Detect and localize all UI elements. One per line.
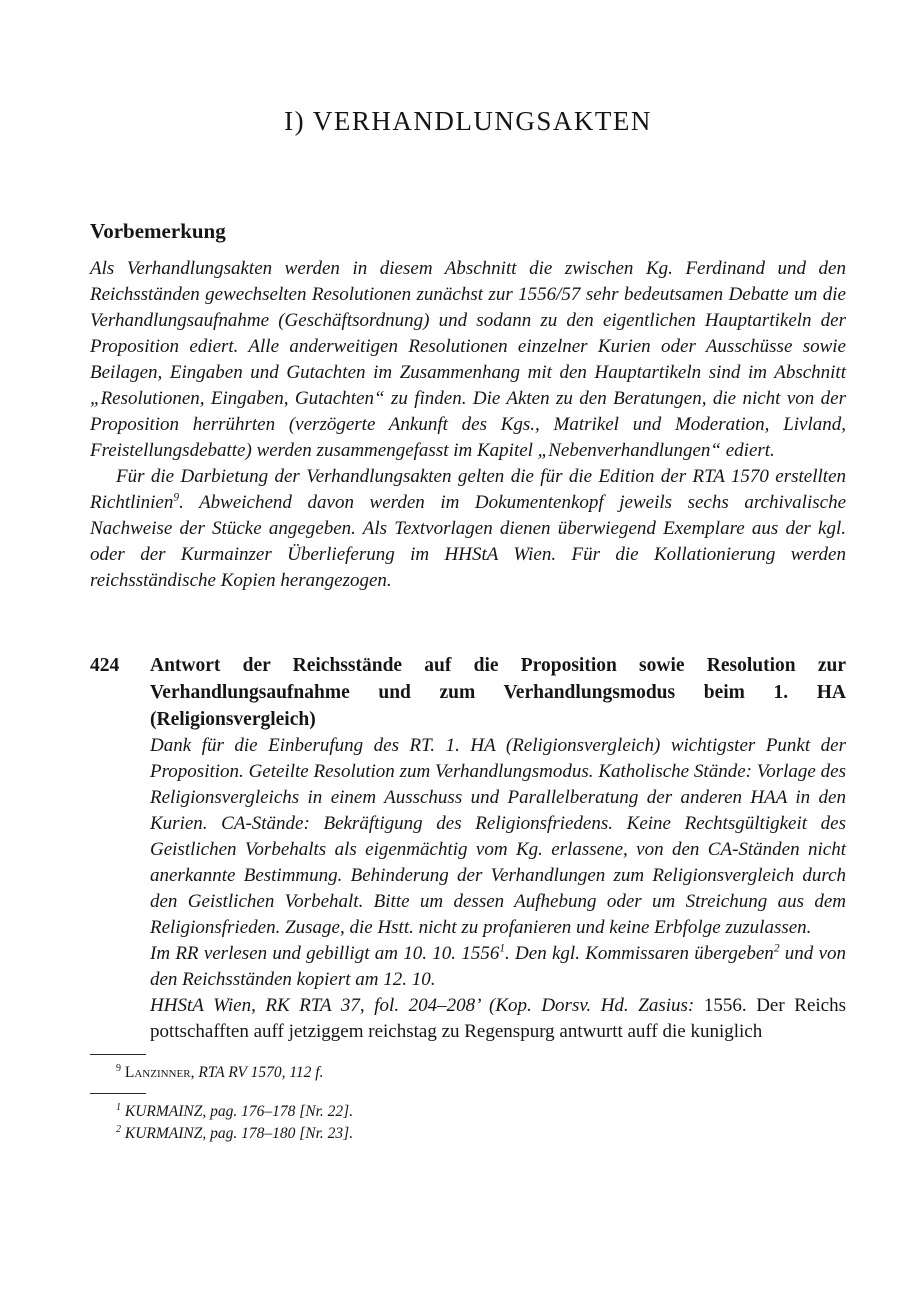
vorbemerkung-heading: Vorbemerkung [90, 219, 226, 243]
footnote-separator-rule-2 [90, 1093, 146, 1094]
footnote-2 [90, 1123, 846, 1145]
para2-text-before-footnote: Für die Darbietung der Verhandlungsakten gelten die für die Edition der RTA 1570 erstellten Richtlinien [90, 466, 846, 513]
source-archival-reference: HHStA Wien, RK RTA 37, fol. 204–208’ (Kop. Dorsv. Hd. Zasius: [150, 995, 704, 1016]
entry-source-line [150, 993, 846, 1045]
footnote-area [90, 1054, 846, 1145]
footnote-ref-9: 9 [173, 491, 180, 504]
document-entry-424 [90, 652, 846, 1045]
book-page [90, 0, 846, 1145]
entry-body [150, 733, 846, 1045]
entry-title: Antwort der Reichsstände auf die Proposition sowie Resolution zur Verhandlungsaufnahme und zum Verhandlungsmodus beim 1. HA (Religionsvergleich) [150, 655, 846, 730]
footnote-9-author: Lanzinner [124, 1064, 191, 1081]
admin-text-3: und von den Reichsständen kopiert am 12. 10. [150, 943, 847, 990]
page-title: I) VERHANDLUNGSAKTEN [284, 106, 652, 136]
footnote-1 [90, 1101, 846, 1123]
vorbemerkung-paragraph-1: Als Verhandlungsakten werden in diesem Abschnitt die zwischen Kg. Ferdinand und den Reichsständen gewechselten Resolutionen zunächst zur 1556/57 sehr bedeutsamen Debatte um die Verhandlungsaufnahme (Geschäftsordnung) und sodann zu den eigentlichen Hauptartikeln der Proposition ediert. Alle anderweitigen Resolutionen einzelner Kurien oder Ausschüsse sowie Beilagen, Eingaben und Gutachten im Zusammenhang mit den Hauptartikeln sind im Abschnitt „Resolutionen, Eingaben, Gutachten“ zu finden. Die Akten zu den Beratungen, die nicht von der Proposition herrührten (verzögerte Ankunft des Kgs., Matrikel und Moderation, Livland, Freistellungsdebatte) werden zusammengefasst im Kapitel „Nebenverhandlungen“ ediert. [90, 258, 846, 461]
entry-admin-note [150, 941, 846, 993]
footnote-1-text: KURMAINZ, pag. 176–178 [Nr. 22]. [124, 1103, 354, 1120]
footnote-2-marker: 2 [116, 1123, 121, 1135]
footnote-separator-rule [90, 1054, 146, 1055]
entry-summary: Dank für die Einberufung des RT. 1. HA (Religionsvergleich) wichtigster Punkt der Proposition. Geteilte Resolution zum Verhandlungsmodus. Katholische Stände: Vorlage des Religionsvergleichs in einem Ausschuss und Parallelberatung der anderen HAA in den Kurien. CA-Stände: Bekräftigung des Religionsfriedens. Keine Rechtsgültigkeit des Geistlichen Vorbehalts als eigenmächtig vom Kg. erlassene, von den CA-Ständen nicht anerkannte Bestimmung. Behinderung der Verhandlungen zum Religionsvergleich durch den Geistlichen Vorbehalt. Bitte um dessen Aufhebung oder um Streichung aus dem Religionsfrieden. Zusage, die Hstt. nicht zu profanieren und keine Erbfolge zuzulassen. [150, 735, 846, 938]
footnote-2-text: KURMAINZ, pag. 178–180 [Nr. 23]. [124, 1125, 354, 1142]
entry-number: 424 [90, 655, 120, 676]
admin-text-2: . Den kgl. Kommissaren übergeben [505, 943, 774, 964]
footnote-9-reference: RTA RV 1570, 112 f. [198, 1064, 324, 1081]
footnote-1-marker: 1 [116, 1101, 121, 1113]
entry-header [90, 652, 846, 733]
footnote-9-separator: , [190, 1064, 199, 1081]
footnote-ref-1: 1 [499, 942, 506, 955]
source-transcription-start: 1556. Der Reichs pottschafften auff jetziggem reichstag zu Regenspurg antwurtt auff die kuniglich [150, 995, 846, 1042]
admin-text-1: Im RR verlesen und gebilligt am 10. 10. 1556 [150, 943, 500, 964]
vorbemerkung-section [90, 219, 846, 594]
vorbemerkung-paragraph-2 [90, 464, 846, 594]
footnote-ref-2: 2 [773, 942, 780, 955]
footnote-9-marker: 9 [116, 1062, 121, 1074]
footnote-9 [90, 1062, 846, 1084]
para2-text-after-footnote: . Abweichend davon werden im Dokumentenkopf jeweils sechs archivalische Nachweise der Stücke angegeben. Als Textvorlagen dienen überwiegend Exemplare aus der kgl. oder der Kurmainzer Überlieferung im HHStA Wien. Für die Kollationierung werden reichsständische Kopien herangezogen. [90, 492, 846, 591]
